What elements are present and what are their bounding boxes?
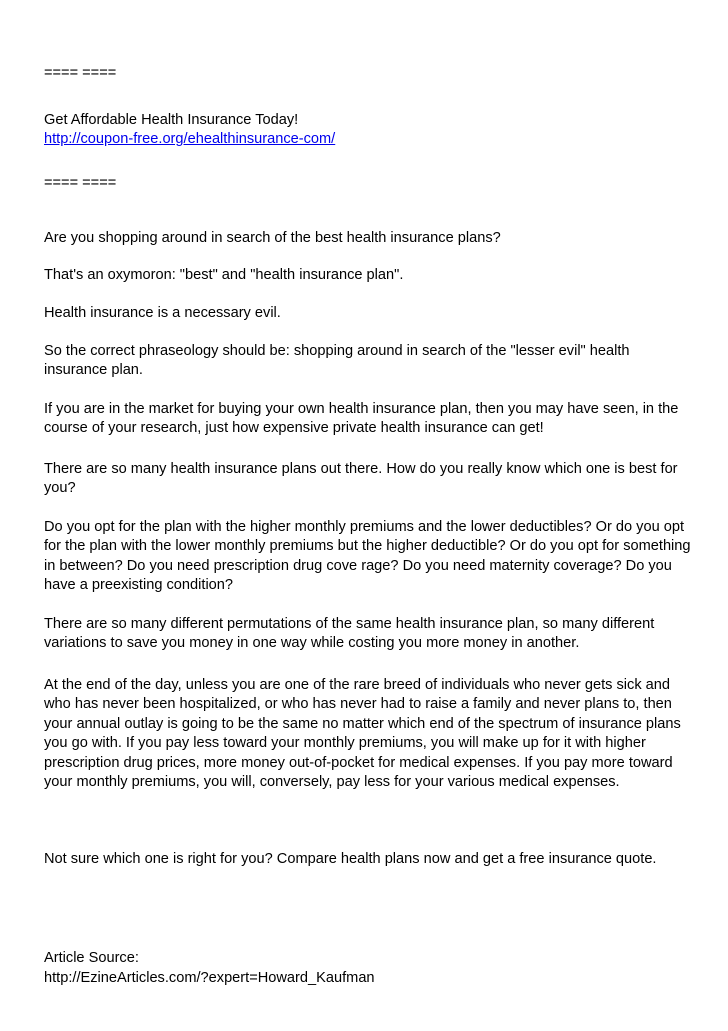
- paragraph-8: There are so many different permutations of the same health insurance plan, so many different variations to save you money in one way while costing you more money in another.: [44, 616, 655, 652]
- paragraph-1: Are you shopping around in search of the best health insurance plans?: [44, 230, 501, 246]
- separator-bottom: ==== ====: [44, 175, 117, 191]
- paragraph-5: If you are in the market for buying your own health insurance plan, then you may have seen, in the course of your research, just how expensive private health insurance can get!: [44, 401, 679, 437]
- paragraph-6: There are so many health insurance plans out there. How do you really know which one is best for you?: [44, 461, 678, 497]
- paragraph-3: Health insurance is a necessary evil.: [44, 305, 281, 321]
- paragraph-4: So the correct phraseology should be: shopping around in search of the "lesser evil" health insurance plan.: [44, 343, 630, 379]
- paragraph-2: That's an oxymoron: "best" and "health insurance plan".: [44, 267, 404, 283]
- article-source-label: Article Source:: [44, 950, 139, 966]
- paragraph-10: Not sure which one is right for you? Compare health plans now and get a free insurance quote.: [44, 851, 657, 867]
- paragraph-9: At the end of the day, unless you are one of the rare breed of individuals who never gets sick and who has never been hospitalized, or who has never had to raise a family and never plans to, then your annual outlay is going to be the same no matter which end of the spectrum of insurance plans you go with. If you pay less toward your monthly premiums, you will make up for it with higher prescription drug prices, more money out-of-pocket for medical expenses. If you pay more toward your monthly premiums, you will, conversely, pay less for your various medical expenses.: [44, 677, 681, 791]
- paragraph-7: Do you opt for the plan with the higher monthly premiums and the lower deductibles? Or do you opt for the plan with the lower monthly premiums but the higher deductible? Or do you opt for something in between? Do you need prescription drug cove rage? Do you need maternity coverage? Do you have a preexisting condition?: [44, 519, 691, 594]
- article-source-url: http://EzineArticles.com/?expert=Howard_Kaufman: [44, 970, 375, 986]
- promo-title: Get Affordable Health Insurance Today!: [44, 112, 299, 128]
- separator-top: ==== ====: [44, 65, 117, 81]
- promo-link[interactable]: http://coupon-free.org/ehealthinsurance-com/: [44, 131, 336, 147]
